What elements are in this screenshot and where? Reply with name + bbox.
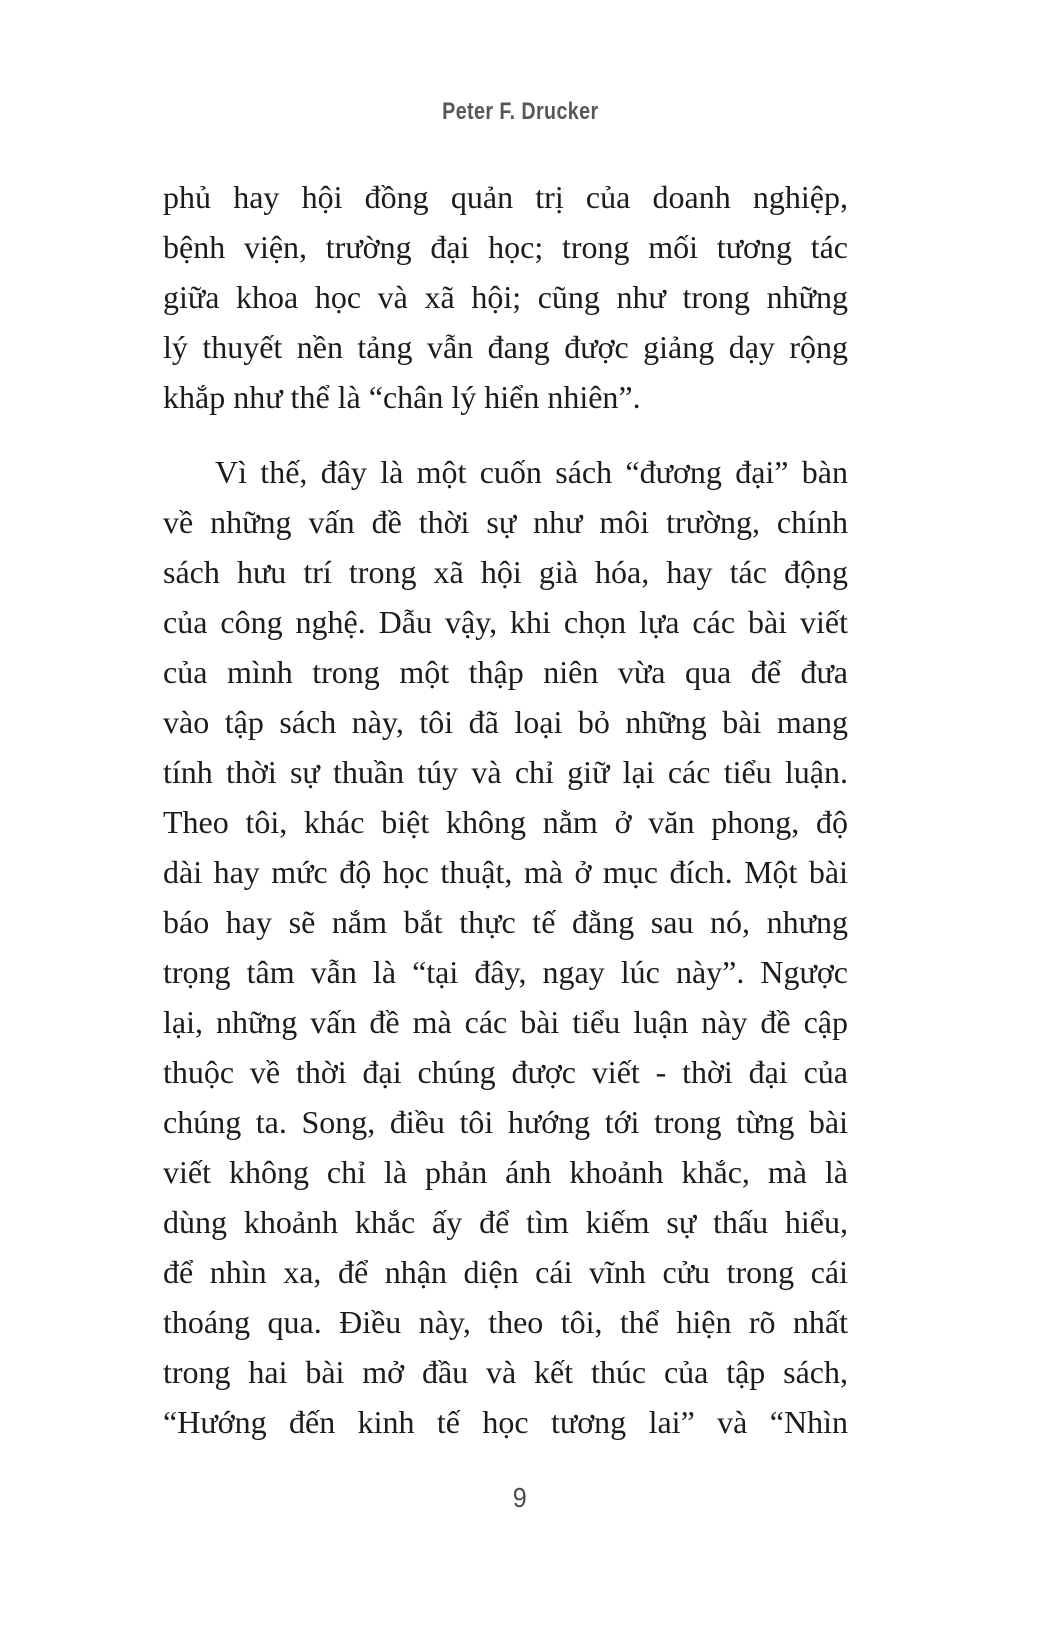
body-text xyxy=(163,172,848,1447)
paragraph xyxy=(163,447,848,1447)
text-line: sách hưu trí trong xã hội già hóa, hay tác động xyxy=(163,554,848,590)
text-line: của mình trong một thập niên vừa qua để đưa xyxy=(163,654,848,690)
running-header: Peter F. Drucker xyxy=(441,98,599,125)
text-line: Theo tôi, khác biệt không nằm ở văn phong, độ xyxy=(163,804,848,840)
running-header-container xyxy=(0,98,1040,126)
text-line: báo hay sẽ nắm bắt thực tế đằng sau nó, nhưng xyxy=(163,904,848,940)
text-line: dùng khoảnh khắc ấy để tìm kiếm sự thấu hiểu, xyxy=(163,1204,848,1240)
text-line: khắp như thể là “chân lý hiển nhiên”. xyxy=(163,379,641,415)
text-line: thuộc về thời đại chúng được viết - thời đại của xyxy=(163,1054,848,1090)
text-line: lý thuyết nền tảng vẫn đang được giảng dạy rộng xyxy=(163,329,848,365)
text-line: vào tập sách này, tôi đã loại bỏ những bài mang xyxy=(163,704,848,740)
text-line: trong hai bài mở đầu và kết thúc của tập sách, xyxy=(163,1354,848,1390)
page-number-container xyxy=(0,1482,1040,1514)
text-line: để nhìn xa, để nhận diện cái vĩnh cửu trong cái xyxy=(163,1254,848,1290)
text-line: trọng tâm vẫn là “tại đây, ngay lúc này”. Ngược xyxy=(163,954,848,990)
text-line: của công nghệ. Dẫu vậy, khi chọn lựa các bài viết xyxy=(163,604,848,640)
text-line: bệnh viện, trường đại học; trong mối tương tác xyxy=(163,229,848,265)
page-number: 9 xyxy=(512,1482,528,1513)
text-line: “Hướng đến kinh tế học tương lai” và “Nhìn xyxy=(163,1404,848,1440)
text-line: viết không chỉ là phản ánh khoảnh khắc, mà là xyxy=(163,1154,848,1190)
text-line: về những vấn đề thời sự như môi trường, chính xyxy=(163,504,848,540)
paragraph xyxy=(163,172,848,422)
text-line: lại, những vấn đề mà các bài tiểu luận này đề cập xyxy=(163,1004,848,1040)
text-line: dài hay mức độ học thuật, mà ở mục đích. Một bài xyxy=(163,854,848,890)
text-line: giữa khoa học và xã hội; cũng như trong những xyxy=(163,279,848,315)
text-line: chúng ta. Song, điều tôi hướng tới trong từng bài xyxy=(163,1104,848,1140)
text-line: Vì thế, đây là một cuốn sách “đương đại” bàn xyxy=(215,454,848,490)
text-line: thoáng qua. Điều này, theo tôi, thể hiện rõ nhất xyxy=(163,1304,848,1340)
text-line: phủ hay hội đồng quản trị của doanh nghiệp, xyxy=(163,179,848,215)
text-line: tính thời sự thuần túy và chỉ giữ lại các tiểu luận. xyxy=(163,754,848,790)
